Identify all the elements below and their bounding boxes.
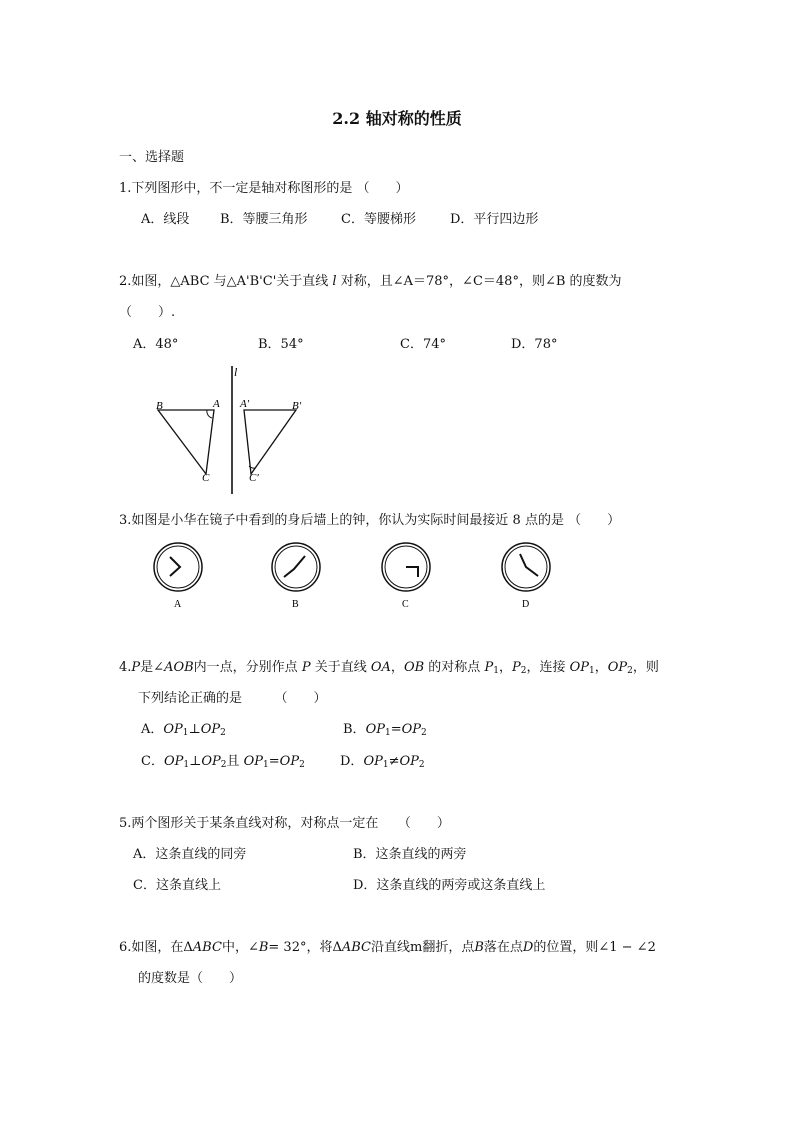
question-1-stem: 1.下列图形中，不一定是轴对称图形的是 （ ） [119,181,409,196]
q2-option-d: D．78° [511,337,558,352]
q4-b-sub1: 1 [384,728,391,738]
clock-b-hands [284,556,305,577]
q6-text-b: 中，∠ [221,940,259,955]
q5-option-a: A．这条直线的同旁 [133,847,247,862]
q4-c-sub2: 2 [220,760,227,770]
q5-option-b: B．这条直线的两旁 [353,847,467,862]
vertex-c-label: C [202,472,210,484]
q2-line-l: l [332,274,337,289]
q1-option-b: B．等腰三角形 [220,212,308,227]
vertex-b-prime-label: B′ [292,400,302,412]
q6-text-d: 沿直线m翻折，点 [371,940,475,955]
q1-option-d: D．平行四边形 [450,212,539,227]
q4-sub-1: 1 [493,666,499,676]
vertex-a-prime-label: A′ [240,398,250,410]
q6-triangle-abc-2: ABC [341,940,372,955]
q6-angle-b: B [258,940,269,955]
question-2-stem [119,270,622,289]
clock-c-hands [406,567,418,577]
q6-stem-line2: 的度数是（ ） [138,971,243,986]
q2-option-c: C．74° [400,337,446,352]
q4-op1: OP [569,660,589,675]
vertex-a-label: A [213,398,220,410]
line-l-label: l [234,365,238,379]
q4-stem-line2: 下列结论正确的是 （ ） [138,691,327,706]
triangle-abc-prime [244,410,296,474]
q4-option-d [340,750,425,770]
q2-stem-part-a: 2.如图，△ABC 与△A'B'C'关于直线 [119,274,329,289]
q1-option-a: A．线段 [141,212,190,227]
q4-a-sub1: 1 [182,728,189,738]
q4-c-op1: OP [163,754,184,769]
q4-b-op1: OP [365,722,385,737]
q5-option-d: D．这条直线的两旁或这条直线上 [353,878,546,893]
angle-a-arc [207,410,212,418]
q2-option-a: A．48° [133,337,179,352]
clock-c-label: C [402,599,409,610]
clock-b [272,543,320,591]
clock-a-label: A [174,599,182,610]
q6-text-e: 落在点 [483,940,523,955]
q4-b-op2: OP [401,722,422,737]
q4-d-sub1: 1 [382,760,389,770]
q4-text-8: ， [594,660,608,675]
q4-b-prefix: B． [343,722,366,737]
q4-text-9: ，则 [632,660,659,675]
q4-sub-2: 2 [520,666,527,676]
q4-text-6: ， [498,660,512,675]
q4-line-ob: OB [403,660,425,675]
question-3-stem: 3.如图是小华在镜子中看到的身后墙上的钟，你认为实际时间最接近 8 点的是 （ ） [119,513,621,528]
q4-angle-aob: AOB [164,660,194,675]
clock-d-label: D [522,599,530,610]
q4-c-prefix: C． [141,754,164,769]
q6-text-f: 的位置，则∠1 − ∠2 [533,940,656,955]
q4-text-4: ， [390,660,404,675]
q4-text-1: 是∠ [140,660,165,675]
q4-c-sub4: 2 [299,760,305,770]
q5-option-c: C．这条直线上 [133,878,221,893]
q4-c-rel2: = [268,754,280,769]
q4-b-sub2: 2 [421,728,427,738]
clock-a-hands [170,557,180,576]
q4-b-rel: = [390,722,402,737]
q4-op1-sub: 1 [589,666,595,676]
q4-a-op2: OP [200,722,221,737]
clock-b-label: B [292,599,299,610]
q4-op2: OP [607,660,628,675]
q4-text-5: 的对称点 [428,660,481,675]
q1-option-c: C．等腰梯形 [341,212,416,227]
q4-point-p-2: P [301,660,311,675]
q6-point-d: D [522,940,534,955]
q6-text-a: 6.如图，在Δ [119,940,193,955]
q4-d-op1: OP [363,754,383,769]
question-4-stem [119,656,659,676]
q6-text-c: = 32°，将Δ [268,940,342,955]
q4-op2-sub: 2 [627,666,633,676]
q4-c-rel1: ⊥ [189,754,202,769]
q6-point-b: B [474,940,484,955]
q4-text-2: 内一点，分别作点 [193,660,298,675]
q4-a-op1: OP [163,722,183,737]
vertex-b-label: B [156,400,163,412]
triangle-abc [158,410,214,474]
q4-c-op2: OP [201,754,221,769]
clock-c [382,543,430,591]
question-6-stem [119,936,656,955]
q2-stem-line2: （ ）. [119,305,176,320]
clock-d-hands [520,554,538,576]
q4-d-rel: ≠ [388,754,400,769]
q4-c-op3: OP [243,754,264,769]
page-title: 2.2 轴对称的性质 [332,109,462,128]
vertex-c-prime-label: C′ [249,472,259,484]
q4-a-sub2: 2 [220,728,226,738]
q4-text-3: 关于直线 [314,660,367,675]
clock-a [154,543,202,591]
clock-d [502,543,550,591]
q4-a-rel: ⊥ [188,722,201,737]
q4-c-sub1: 1 [183,760,190,770]
q2-option-b: B．54° [258,337,304,352]
section-heading: 一、选择题 [119,150,185,165]
q4-d-prefix: D． [340,754,364,769]
question-5-stem: 5.两个图形关于某条直线对称，对称点一定在 （ ） [119,816,450,831]
q6-triangle-abc: ABC [192,940,222,955]
q4-text-7: ，连接 [526,660,566,675]
q4-d-op2: OP [399,754,419,769]
q4-a-prefix: A． [141,722,164,737]
symmetry-figure [150,362,320,497]
q4-c-op4: OP [279,754,300,769]
clock-options [150,543,550,615]
q4-line-oa: OA [370,660,391,675]
q4-point-p1: P [484,660,494,675]
q4-option-b [343,718,427,738]
q4-c-mid: 且 [226,754,240,769]
q4-d-sub2: 2 [418,760,425,770]
q4-c-sub3: 1 [263,760,269,770]
q4-number: 4. [119,660,132,675]
q4-point-p2: P [511,660,521,675]
q4-point-p: P [131,660,141,675]
q2-stem-part-b: 对称，且∠A＝78°，∠C＝48°，则∠B 的度数为 [340,274,622,289]
q4-option-a [141,718,226,738]
q4-option-c [141,750,305,770]
